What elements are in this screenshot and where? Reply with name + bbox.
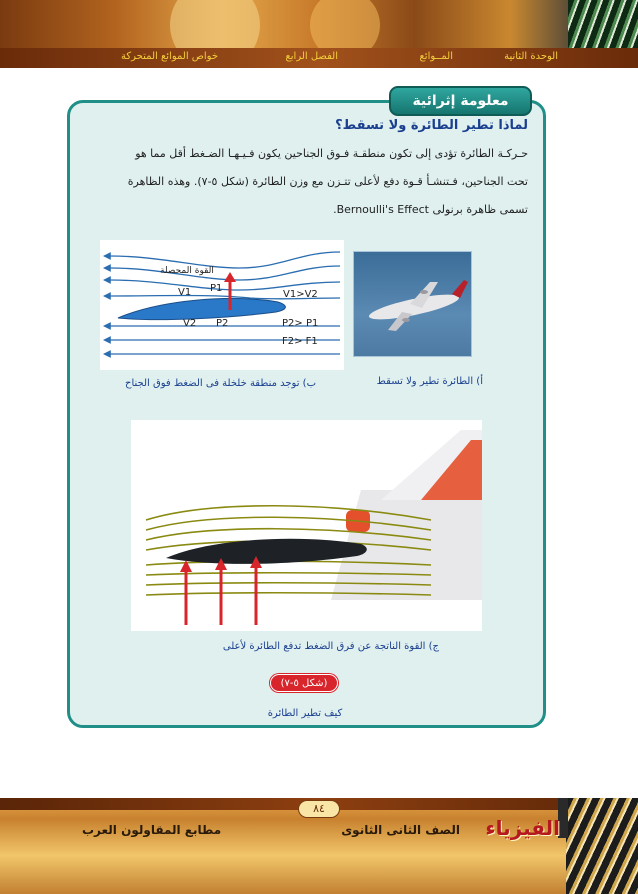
figure-number-badge: (شكل ٥-٧) — [270, 674, 338, 692]
footer-corner-stripes — [566, 798, 638, 894]
caption-a: أ) الطائرة تطير ولا تسقط — [376, 376, 483, 387]
velocity-comparison: V1>V2 — [283, 289, 318, 300]
figure-title: كيف تطير الطائرة — [267, 708, 343, 719]
wing-lift-svg — [131, 420, 482, 631]
p1-label: P1 — [210, 283, 223, 294]
subject-title: الفيزياء — [485, 816, 560, 840]
grade-label: الصف الثانى الثانوى — [341, 823, 460, 837]
airplane-icon — [354, 252, 473, 358]
section-heading: لماذا تطير الطائرة ولا تسقط؟ — [335, 118, 528, 133]
breadcrumb-unit: الوحدة الثانية — [504, 51, 558, 62]
airflow-diagram — [100, 240, 344, 370]
resultant-force-label: القوة المحصلة — [160, 266, 214, 276]
wing-lift-diagram — [131, 420, 482, 631]
enrichment-panel — [67, 100, 546, 728]
v1-label: V1 — [178, 287, 192, 298]
page-number: ٨٤ — [298, 800, 340, 818]
breadcrumb-part: المــوائع — [419, 51, 453, 62]
pressure-comparison: P2> P1 — [282, 318, 319, 329]
streamlines-svg — [100, 240, 344, 370]
panel-tab-label: معلومة إثرائية — [389, 86, 532, 116]
v2-label: V2 — [183, 318, 197, 329]
caption-b: ب) توجد منطقة خلخلة فى الضغط فوق الجناح — [125, 378, 316, 389]
breadcrumb-chapter: الفصل الرابع — [285, 51, 338, 62]
p2-label: P2 — [216, 318, 229, 329]
breadcrumb-topic: خواص الموائع المتحركة — [121, 51, 218, 62]
airplane-photo — [353, 251, 472, 357]
force-comparison: F2> F1 — [282, 336, 318, 347]
paragraph-line-2: تحت الجناحين، فـتنشـأ قـوة دفع لأعلى تتـزن مع وزن الطائرة (شكل ٥-٧). وهذه الظاهرة — [127, 175, 528, 188]
caption-c: ج) القوة الناتجة عن فرق الضغط تدفع الطائرة لأعلى — [222, 641, 439, 652]
paragraph-line-3: تسمى ظاهرة برنولى Bernoulli's Effect. — [333, 203, 528, 216]
publisher-label: مطابع المقاولون العرب — [82, 823, 222, 837]
paragraph-line-1: حـركـة الطائرة تؤدى إلى تكون منطقـة فـوق الجناحين يكون فـيـهـا الضـغط أقل مما هو — [135, 147, 528, 160]
